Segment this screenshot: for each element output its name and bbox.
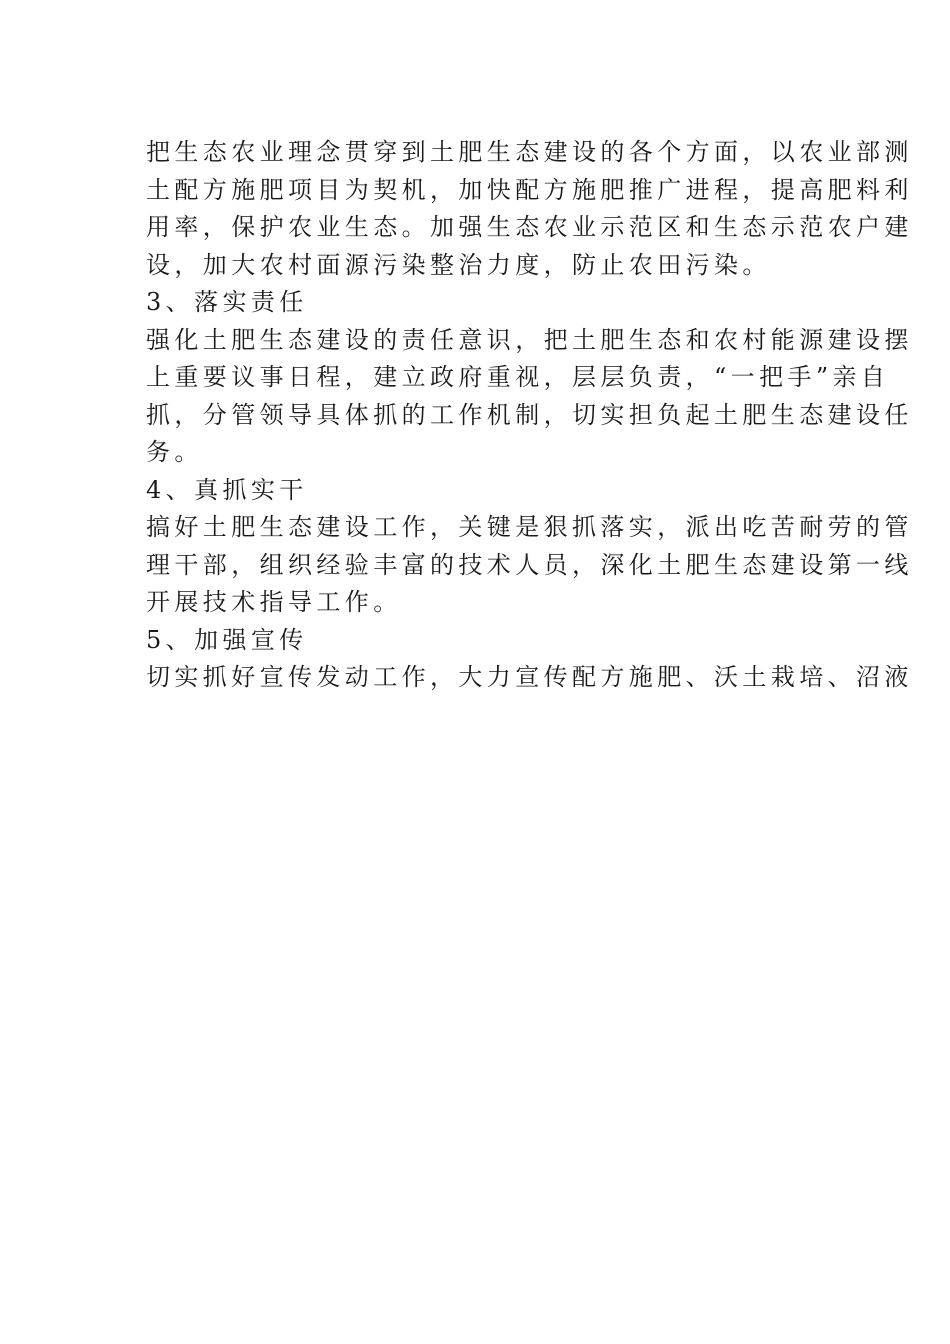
paragraph-line: 抓，分管领导具体抓的工作机制，切实担负起土肥生态建设任 [146, 400, 913, 429]
paragraph-line: 设，加大农村面源污染整治力度，防止农田污染。 [146, 250, 771, 279]
section-heading-3: 3、落实责任 [146, 288, 308, 316]
paragraph-line: 上重要议事日程，建立政府重视，层层负责，“一把手”亲自 [146, 363, 890, 391]
section-heading-4: 4、真抓实干 [146, 475, 308, 504]
paragraph-line: 搞好土肥生态建设工作，关键是狠抓落实，派出吃苦耐劳的管 [146, 513, 913, 541]
paragraph-line: 务。 [146, 438, 203, 466]
paragraph-line: 切实抓好宣传发动工作，大力宣传配方施肥、沃土栽培、沼液 [146, 663, 913, 691]
paragraph-line: 用率，保护农业生态。加强生态农业示范区和生态示范农户建 [146, 213, 913, 241]
section-heading-5: 5、加强宣传 [146, 625, 308, 654]
paragraph-line: 理干部，组织经验丰富的技术人员，深化土肥生态建设第一线 [146, 550, 913, 579]
paragraph-line: 土配方施肥项目为契机，加快配方施肥推广进程，提高肥料利 [146, 175, 913, 204]
paragraph-line: 把生态农业理念贯穿到土肥生态建设的各个方面，以农业部测 [146, 138, 913, 166]
paragraph-line: 强化土肥生态建设的责任意识，把土肥生态和农村能源建设摆 [146, 325, 913, 354]
document-body [146, 134, 913, 697]
paragraph-line: 开展技术指导工作。 [146, 588, 402, 616]
